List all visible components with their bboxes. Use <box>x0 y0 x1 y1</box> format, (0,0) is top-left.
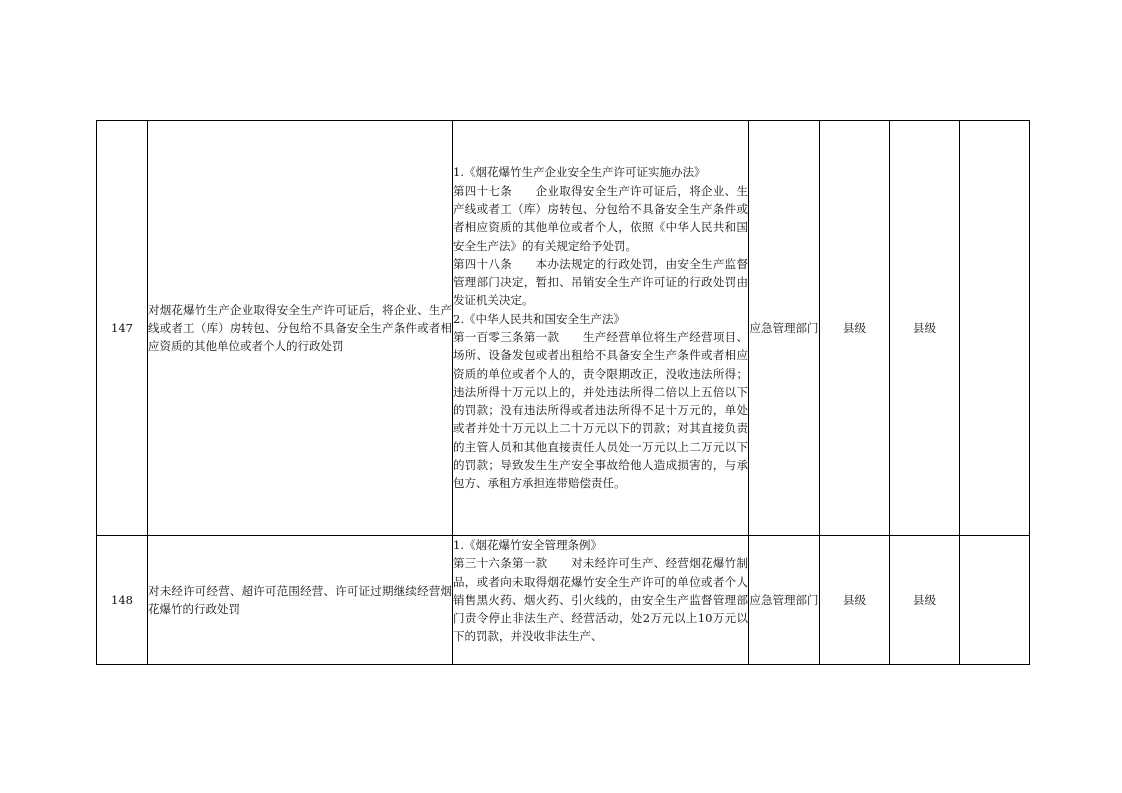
penalty-item: 对烟花爆竹生产企业取得安全生产许可证后，将企业、生产线或者工（库）房转包、分包给不具备安全生产条件或者相应资质的其他单位或者个人的行政处罚 <box>148 121 453 536</box>
basis-paragraph: 1.《烟花爆竹安全管理条例》 <box>453 538 602 552</box>
remark <box>960 121 1030 536</box>
legal-basis <box>453 121 749 536</box>
basis-paragraph: 2.《中华人民共和国安全生产法》 <box>453 311 625 326</box>
table-row <box>97 121 1030 536</box>
enforcement-level: 县级 <box>820 536 890 665</box>
responsible-department: 应急管理部门 <box>749 121 820 536</box>
row-number: 148 <box>97 536 148 665</box>
penalty-item: 对未经许可经营、超许可范围经营、许可证过期继续经营烟花爆竹的行政处罚 <box>148 536 453 665</box>
administrative-penalty-table <box>96 120 1030 665</box>
enforcement-level: 县级 <box>820 121 890 536</box>
table-row <box>97 536 1030 665</box>
responsible-department: 应急管理部门 <box>749 536 820 665</box>
basis-paragraph: 第四十八条 本办法规定的行政处罚，由安全生产监督管理部门决定，暂扣、吊销安全生产许可证的行政处罚由发证机关决定。 <box>453 256 748 308</box>
basis-paragraph: 第三十六条第一款 对未经许可生产、经营烟花爆竹制品，或者向未取得烟花爆竹安全生产许可的单位或者个人销售黑火药、烟火药、引火线的，由安全生产监督管理部门责令停止非法生产、经营活动，处2万元以上10万元以下的罚款，并没收非法生产、 <box>453 556 748 644</box>
enforcement-level: 县级 <box>890 121 960 536</box>
enforcement-level: 县级 <box>890 536 960 665</box>
row-number: 147 <box>97 121 148 536</box>
legal-basis <box>453 536 749 665</box>
basis-paragraph: 第四十七条 企业取得安全生产许可证后，将企业、生产线或者工（库）房转包、分包给不具备安全生产条件或者相应资质的其他单位或者个人，依照《中华人民共和国安全生产法》的有关规定给予处罚。 <box>453 183 748 253</box>
basis-paragraph: 第一百零三条第一款 生产经营单位将生产经营项目、场所、设备发包或者出租给不具备安全生产条件或者相应资质的单位或者个人的，责令限期改正，没收违法所得；违法所得十万元以上的，并处违法所得二倍以上五倍以下的罚款；没有违法所得或者违法所得不足十万元的，单处或者并处十万元以上二十万元以下的罚款；对其直接负责的主管人员和其他直接责任人员处一万元以上二万元以下的罚款；导致发生生产安全事故给他人造成损害的，与承包方、承租方承担连带赔偿责任。 <box>453 330 748 491</box>
remark <box>960 536 1030 665</box>
basis-paragraph: 1.《烟花爆竹生产企业安全生产许可证实施办法》 <box>453 165 706 180</box>
